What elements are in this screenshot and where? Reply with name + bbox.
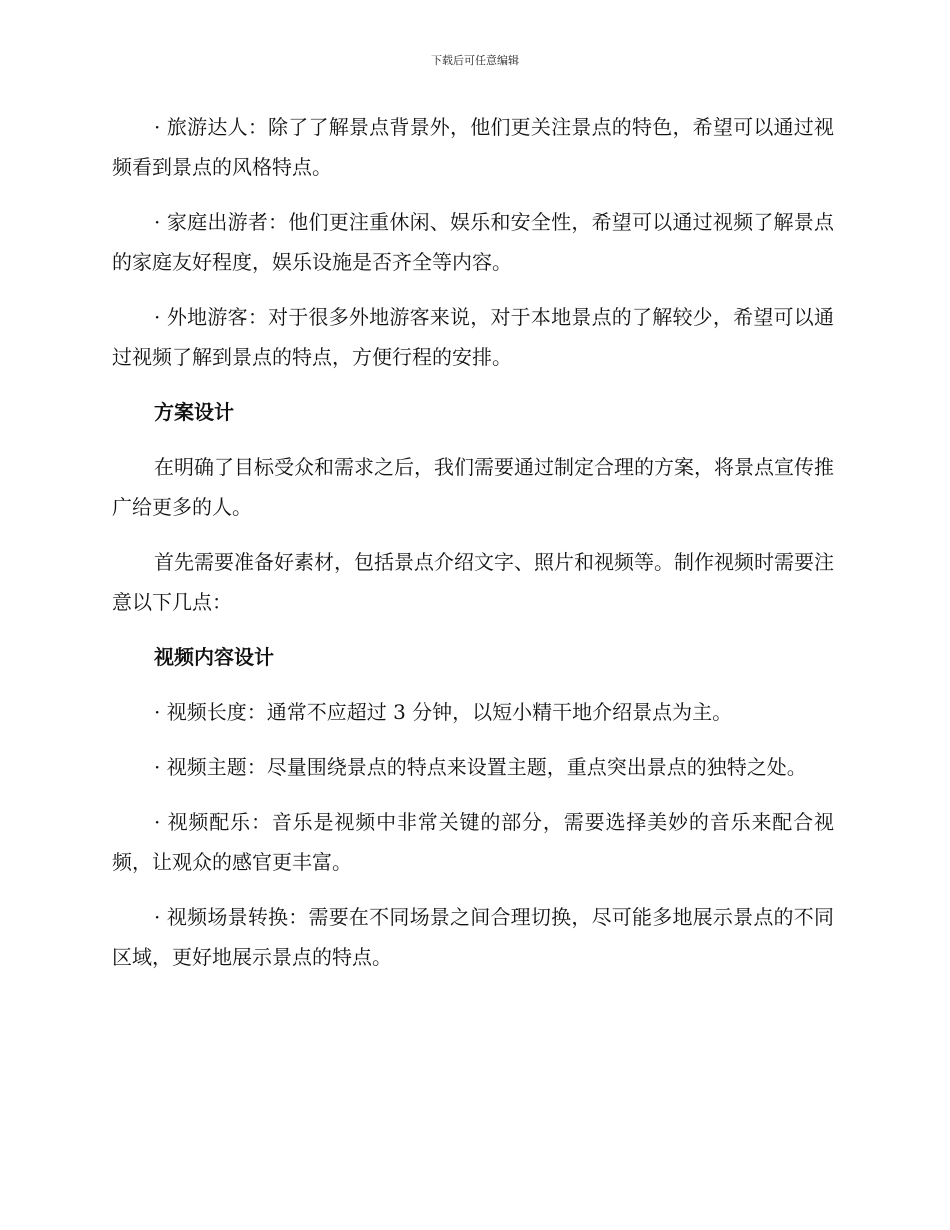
bullet-video-music: · 视频配乐：音乐是视频中非常关键的部分，需要选择美妙的音乐来配合视频，让观众的感官更丰富。 bbox=[112, 810, 834, 874]
document-body bbox=[112, 107, 834, 992]
bullet-scene-transition: · 视频场景转换：需要在不同场景之间合理切换，尽可能多地展示景点的不同区域，更好地展示景点的特点。 bbox=[112, 905, 834, 969]
paragraph-plan-intro: 在明确了目标受众和需求之后，我们需要通过制定合理的方案，将景点宣传推广给更多的人。 bbox=[112, 455, 834, 519]
paragraph-materials: 首先需要准备好素材，包括景点介绍文字、照片和视频等。制作视频时需要注意以下几点： bbox=[112, 550, 834, 614]
bullet-travel-experts: · 旅游达人：除了了解景点背景外，他们更关注景点的特色，希望可以通过视频看到景点的风格特点。 bbox=[112, 115, 834, 179]
section-heading-plan-design: 方案设计 bbox=[154, 400, 234, 424]
bullet-video-length: · 视频长度：通常不应超过 3 分钟，以短小精干地介绍景点为主。 bbox=[154, 700, 733, 724]
bullet-video-theme: · 视频主题：尽量围绕景点的特点来设置主题，重点突出景点的独特之处。 bbox=[154, 755, 807, 779]
bullet-out-of-town-visitors: · 外地游客：对于很多外地游客来说，对于本地景点的了解较少，希望可以通过视频了解到景点的特点，方便行程的安排。 bbox=[112, 305, 834, 369]
bullet-family-travelers: · 家庭出游者：他们更注重休闲、娱乐和安全性，希望可以通过视频了解景点的家庭友好程度，娱乐设施是否齐全等内容。 bbox=[112, 210, 834, 274]
page-header: 下载后可任意编辑 bbox=[431, 54, 519, 67]
section-heading-video-content: 视频内容设计 bbox=[154, 645, 274, 669]
